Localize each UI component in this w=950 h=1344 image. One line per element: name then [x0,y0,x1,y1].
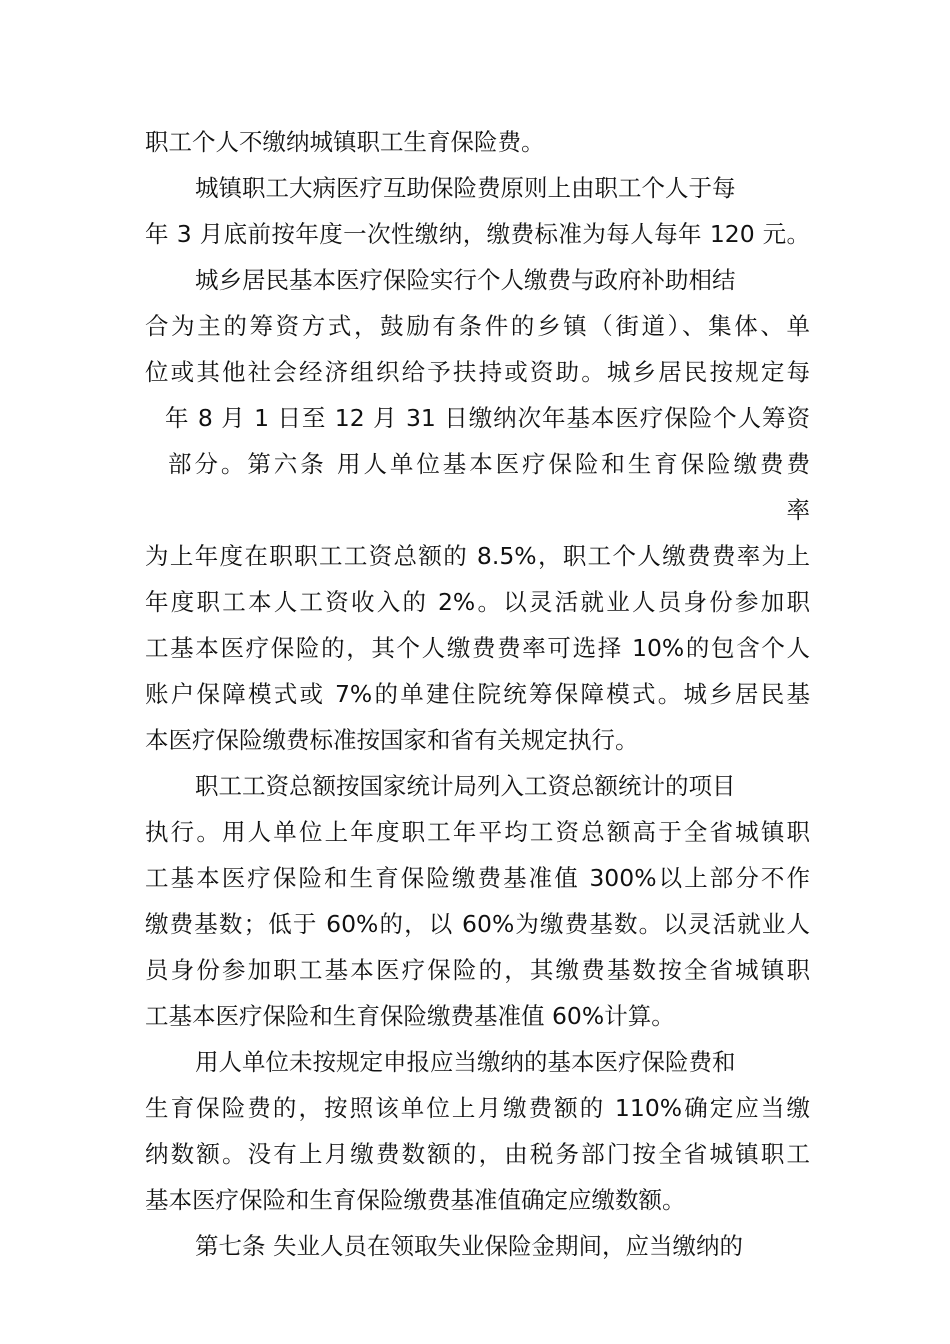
text-line: 工基本医疗保险的，其个人缴费费率可选择 10%的包含个人 [145,634,810,662]
text-line: 年 3 月底前按年度一次性缴纳，缴费标准为每人每年 120 元。 [145,220,810,248]
text-line: 基本医疗保险和生育保险缴费基准值确定应缴数额。 [145,1186,686,1214]
text-line: 合为主的筹资方式，鼓励有条件的乡镇（街道）、集体、单 [145,312,810,340]
text-line: 工基本医疗保险和生育保险缴费基准值 300%以上部分不作 [145,864,810,892]
text-line: 工基本医疗保险和生育保险缴费基准值 60%计算。 [145,1002,675,1030]
text-line: 职工工资总额按国家统计局列入工资总额统计的项目 [195,772,736,800]
text-line: 年度职工本人工资收入的 2%。以灵活就业人员身份参加职 [145,588,810,616]
text-line: 生育保险费的，按照该单位上月缴费额的 110%确定应当缴 [145,1094,810,1122]
text-line: 纳数额。没有上月缴费数额的，由税务部门按全省城镇职工 [145,1140,810,1168]
text-line: 城镇职工大病医疗互助保险费原则上由职工个人于每 [195,174,736,202]
text-line: 本医疗保险缴费标准按国家和省有关规定执行。 [145,726,639,754]
text-line: 部分。第六条 用人单位基本医疗保险和生育保险缴费费 [168,450,810,478]
text-line: 率 [786,496,810,524]
text-line: 位或其他社会经济组织给予扶持或资助。城乡居民按规定每 [145,358,810,386]
text-line: 年 8 月 1 日至 12 月 31 日缴纳次年基本医疗保险个人筹资 [165,404,810,432]
text-line: 账户保障模式或 7%的单建住院统筹保障模式。城乡居民基 [145,680,810,708]
text-line: 职工个人不缴纳城镇职工生育保险费。 [145,128,545,156]
text-line: 员身份参加职工基本医疗保险的，其缴费基数按全省城镇职 [145,956,810,984]
text-line: 为上年度在职职工工资总额的 8.5%，职工个人缴费费率为上 [145,542,810,570]
text-line: 执行。用人单位上年度职工年平均工资总额高于全省城镇职 [145,818,810,846]
text-line: 缴费基数；低于 60%的，以 60%为缴费基数。以灵活就业人 [145,910,810,938]
text-line: 第七条 失业人员在领取失业保险金期间，应当缴纳的 [195,1232,743,1260]
text-line: 城乡居民基本医疗保险实行个人缴费与政府补助相结 [195,266,736,294]
text-line: 用人单位未按规定申报应当缴纳的基本医疗保险费和 [195,1048,736,1076]
